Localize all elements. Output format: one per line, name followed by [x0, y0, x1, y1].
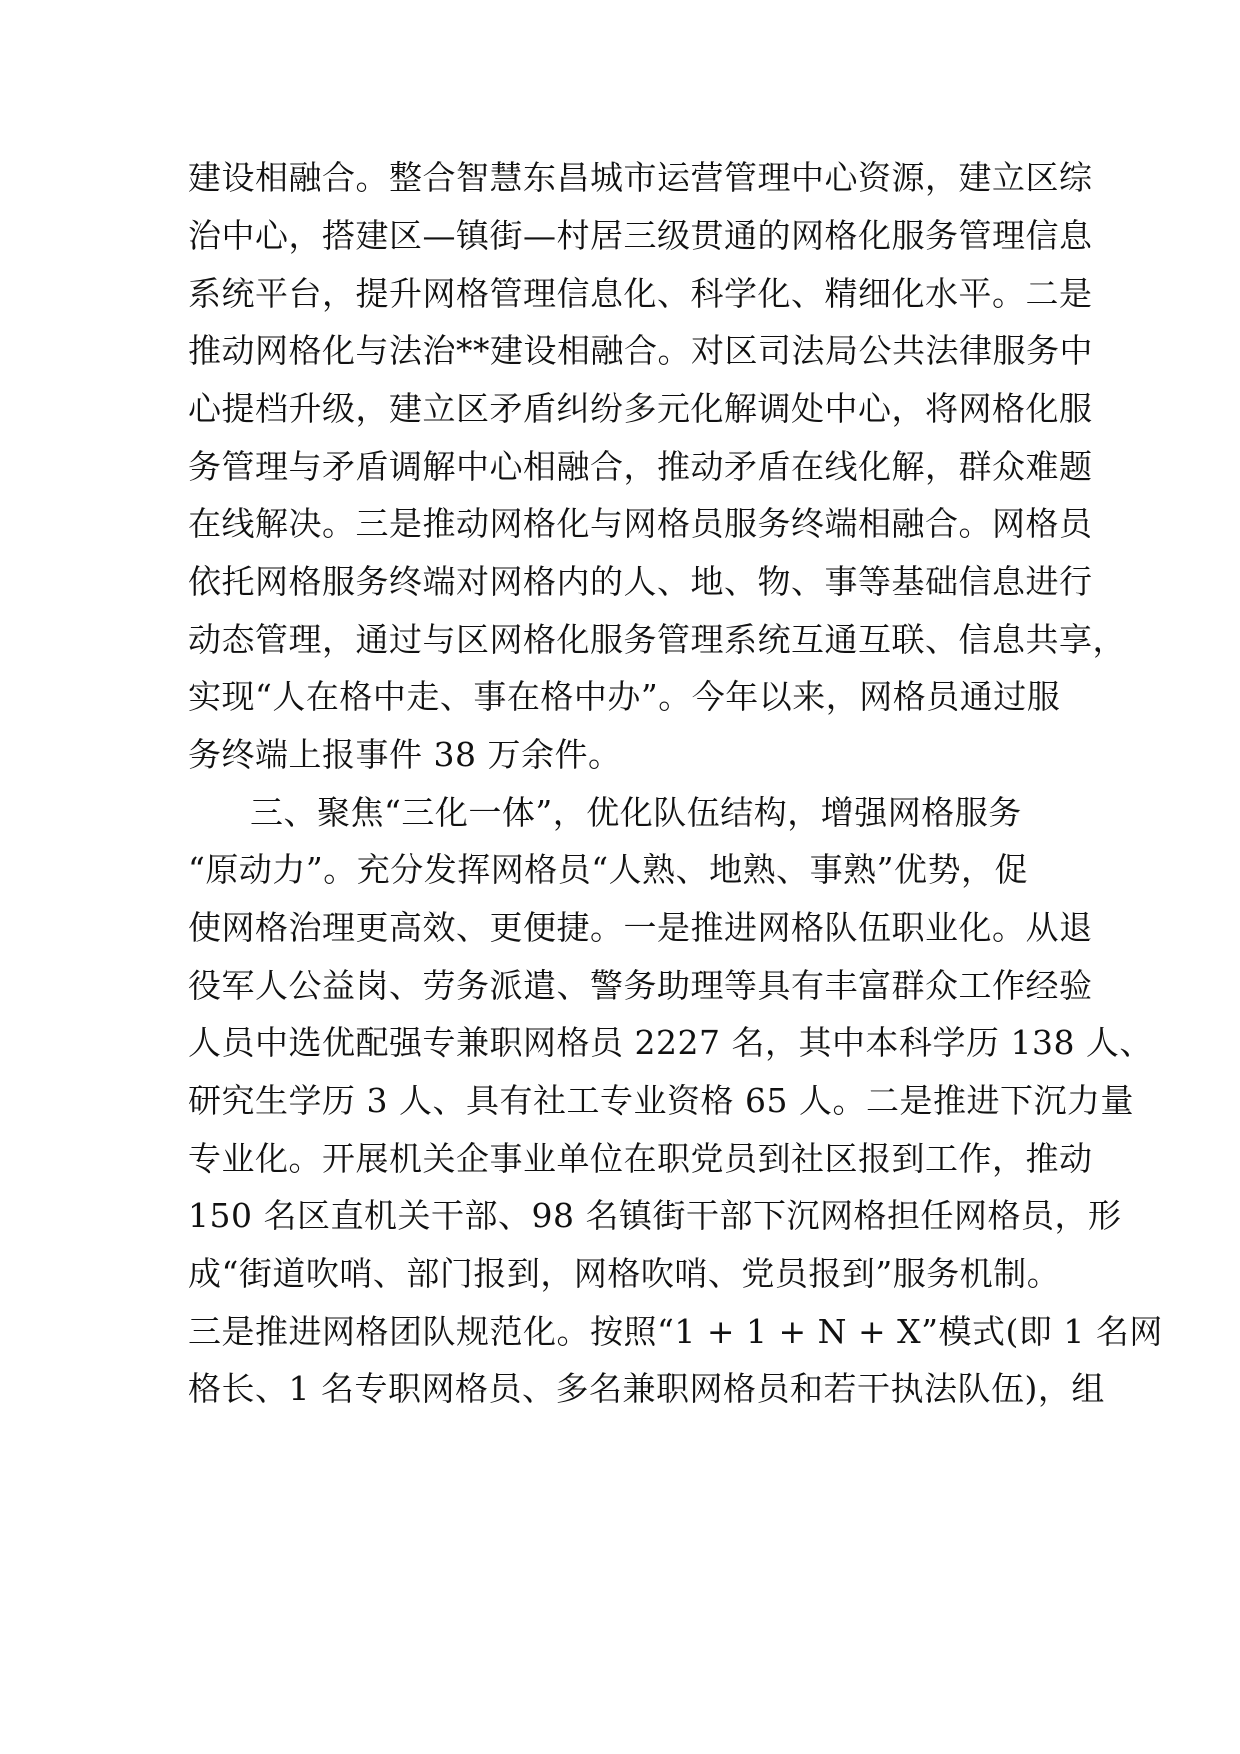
text-line: 成“街道吹哨、部门报到，网格吹哨、党员报到”服务机制。: [188, 1254, 1061, 1293]
section-heading-line: 三、聚焦“三化一体”，优化队伍结构，增强网格服务: [250, 793, 1022, 832]
text-line: 依托网格服务终端对网格内的人、地、物、事等基础信息进行: [188, 562, 1093, 601]
text-line: “原动力”。充分发挥网格员“人熟、地熟、事熟”优势，促: [188, 850, 1028, 889]
text-line: 150 名区直机关干部、98 名镇街干部下沉网格担任网格员，形: [188, 1196, 1122, 1235]
text-line: 专业化。开展机关企事业单位在职党员到社区报到工作，推动: [188, 1139, 1093, 1178]
text-line: 务终端上报事件 38 万余件。: [188, 735, 622, 774]
text-line: 系统平台，提升网格管理信息化、科学化、精细化水平。二是: [188, 274, 1093, 313]
text-line: 使网格治理更高效、更便捷。一是推进网格队伍职业化。从退: [188, 908, 1093, 947]
text-line: 在线解决。三是推动网格化与网格员服务终端相融合。网格员: [188, 504, 1093, 543]
text-line: 心提档升级，建立区矛盾纠纷多元化解调处中心，将网格化服: [188, 389, 1093, 428]
text-line: 推动网格化与法治**建设相融合。对区司法局公共法律服务中: [188, 331, 1093, 370]
text-line: 建设相融合。整合智慧东昌城市运营管理中心资源，建立区综: [188, 158, 1093, 197]
text-line: 务管理与矛盾调解中心相融合，推动矛盾在线化解，群众难题: [188, 447, 1093, 486]
text-line: 治中心，搭建区—镇街—村居三级贯通的网格化服务管理信息: [188, 216, 1093, 255]
text-line: 格长、1 名专职网格员、多名兼职网格员和若干执法队伍)，组: [188, 1369, 1105, 1408]
text-line: 人员中选优配强专兼职网格员 2227 名，其中本科学历 138 人、: [188, 1023, 1153, 1062]
text-line: 动态管理，通过与区网格化服务管理系统互通互联、信息共享，: [188, 620, 1126, 659]
text-line: 研究生学历 3 人、具有社工专业资格 65 人。二是推进下沉力量: [188, 1081, 1134, 1120]
text-line: 役军人公益岗、劳务派遣、警务助理等具有丰富群众工作经验: [188, 966, 1093, 1005]
text-line: 三是推进网格团队规范化。按照“1 + 1 + N + X”模式(即 1 名网: [188, 1312, 1163, 1351]
text-line: 实现“人在格中走、事在格中办”。今年以来，网格员通过服: [188, 677, 1061, 716]
